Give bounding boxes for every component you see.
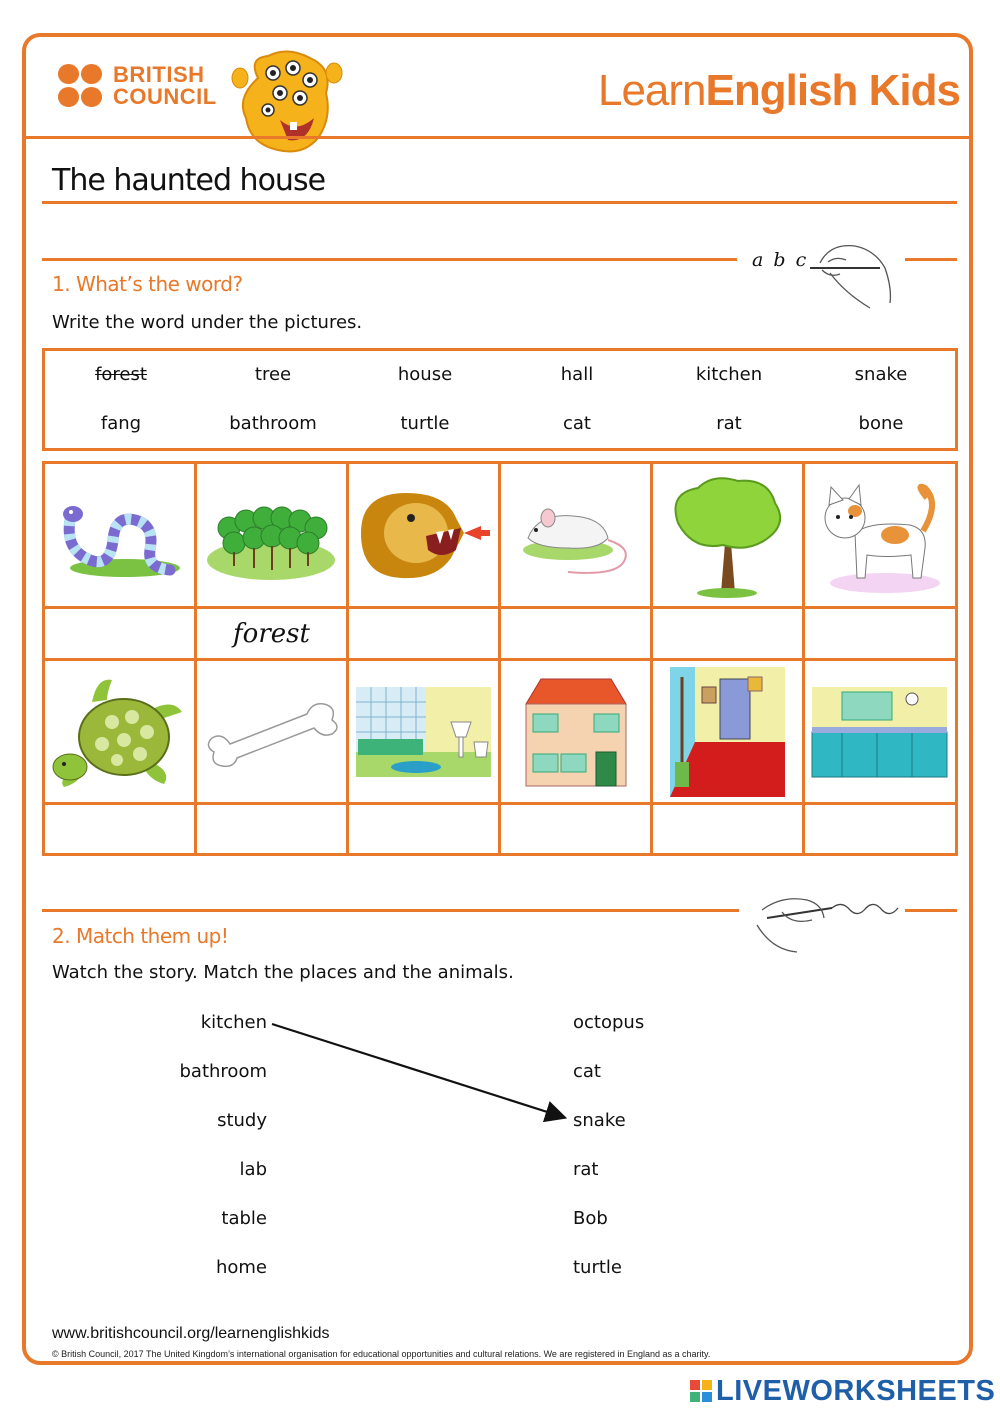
match-animal[interactable]: turtle [573,1257,622,1278]
word-bank-item: turtle [400,413,450,434]
match-place[interactable]: lab [239,1159,267,1180]
match-animal[interactable]: Bob [573,1208,608,1229]
word-bank-item: fang [100,413,142,434]
word-bank-item: hall [560,364,594,385]
word-bank-item: bathroom [229,413,317,434]
match-animal[interactable]: octopus [573,1012,645,1033]
word-bank-item: house [397,364,453,385]
section1-instruction: Write the word under the pictures. [52,312,363,333]
british-council-text: BRITISH COUNCIL [113,62,217,109]
hand-letters: a b c [752,249,809,271]
word-bank-item: rat [716,413,742,434]
match-animal[interactable]: rat [573,1159,599,1180]
word-bank-item: forest [95,364,147,385]
liveworksheets-squares-icon [690,1380,712,1402]
section1-title: 1. What’s the word? [52,272,243,296]
match-place[interactable]: kitchen [200,1012,267,1033]
match-animal[interactable]: snake [573,1110,626,1131]
footer-copyright: © British Council, 2017 The United Kingdom’s international organisation for educational opportunities and cultural relations. We are registered in England as a charity. [52,1349,711,1359]
word-bank-item: cat [563,413,591,434]
match-place[interactable]: home [215,1257,267,1278]
section2-instruction: Watch the story. Match the places and the animals. [52,962,514,983]
word-bank-item: bone [858,413,904,434]
page-title: The haunted house [52,163,326,198]
answer-cell[interactable]: forest [233,618,310,649]
section2-title: 2. Match them up! [52,924,229,948]
match-place[interactable]: table [221,1208,267,1229]
word-bank-item: kitchen [695,364,763,385]
footer-url[interactable]: www.britishcouncil.org/learnenglishkids [52,1325,330,1342]
match-place[interactable]: bathroom [179,1061,267,1082]
liveworksheets-logo [690,1374,995,1408]
liveworksheets-text: LIVEWORKSHEETS [716,1374,996,1407]
word-bank-item: tree [254,364,292,385]
match-animal[interactable]: cat [573,1061,601,1082]
word-bank-item: snake [854,364,908,385]
learnenglish-kids-logo: LearnEnglish Kids [597,66,960,115]
match-place[interactable]: study [217,1110,267,1131]
